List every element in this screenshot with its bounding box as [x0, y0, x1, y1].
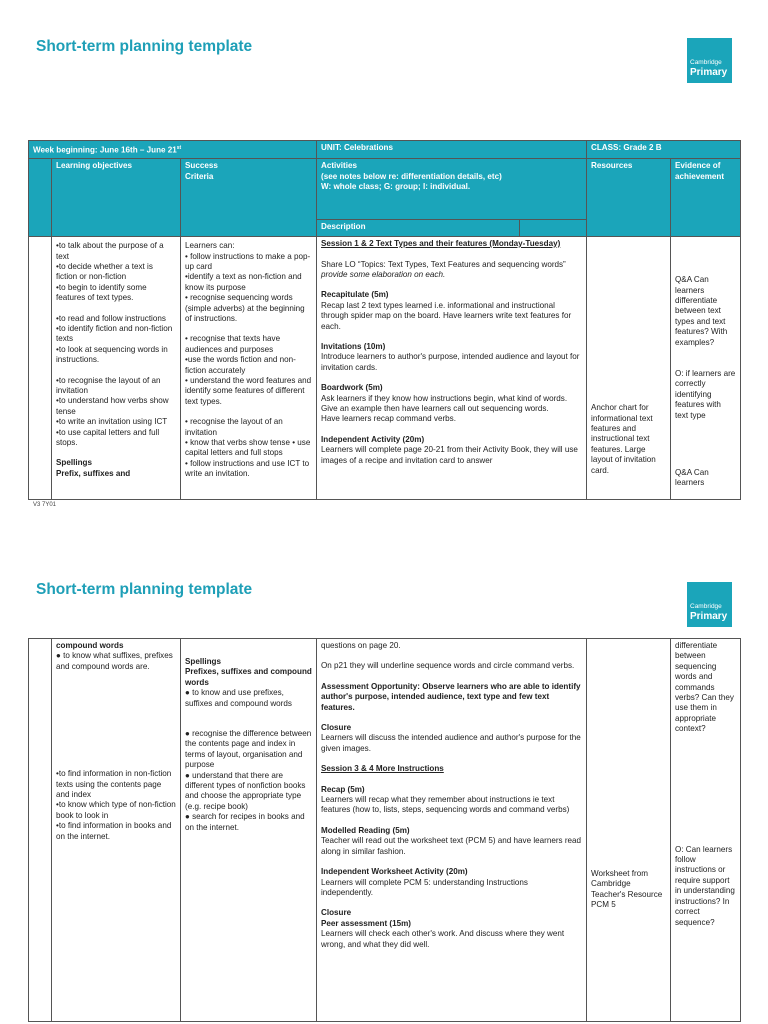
page-title: Short-term planning template: [36, 38, 253, 55]
evidence-cell: Q&A Can learners differentiate between text types and text features? With examples? O: if learners are correctly identifying features with text type Q&A Can learners: [671, 237, 741, 500]
objectives-header: Learning objectives: [52, 159, 181, 237]
page-title-2: Short-term planning template: [36, 581, 253, 598]
evidence-cell-2: differentiate between sequencing words and commands verbs? Can they use them in appropriate context? O: Can learners follow instructions or require support in understanding instructions? In correct sequence?: [671, 639, 741, 1022]
learning-objectives-cell: •to talk about the purpose of a text •to decide whether a text is fiction or non-fiction •to begin to identify some features of text types. •to read and follow instructions •to identify fiction and non-fiction texts •to look at sequencing words in instructions. •to recognise the layout of an invitation •to understand how verbs show tense •to write an invitation using ICT •to use capital letters and full stops. Spellings Prefix, suffixes and: [52, 237, 181, 500]
cambridge-primary-logo-2: [687, 582, 732, 627]
logo-line2: Primary: [690, 611, 728, 622]
blank-cell-2: [29, 639, 52, 1022]
activities-description-cell: Session 1 & 2 Text Types and their features (Monday-Tuesday) Share LO “Topics: Text Types, Text Features and sequencing words” provide some elaboration on each. Recapitulate (5m) Recap last 2 text types learned i.e. informational and instructional through spider map on the board. Have learners write text features for each. Invitations (10m) Introduce learners to author's purpose, intended audience and layout for invitation cards. Boardwork (5m) Ask learners if they know how instructions begin, what kind of words. Give an example then have learners call out sequencing words. Have learners recap command verbs. Independent Activity (20m) Learners will complete page 20-21 from their Activity Book, they will use images of a recipe and invitation card to answer: [317, 237, 587, 500]
activities-description-cell-2: questions on page 20. On p21 they will underline sequence words and circle command verbs. Assessment Opportunity: Observe learners who are able to identify author's purpose, intended audience, text type and few text features. Closure Learners will discuss the intended audience and author's purpose for the given images. Session 3 & 4 More Instructions Recap (5m) Learners will recap what they remember about instructions ie text features (how to, lists, steps, sequencing words and command verbs) Modelled Reading (5m) Teacher will read out the worksheet text (PCM 5) and have learners read along in similar fashion. Independent Worksheet Activity (20m) Learners will complete PCM 5: understanding Instructions independently. Closure Peer assessment (15m) Learners will check each other's work. And discuss where they went wrong, and what they did well.: [317, 639, 587, 1022]
blank-cell: [29, 237, 52, 500]
description-header-blank: [520, 220, 587, 237]
success-criteria-cell: Learners can: • follow instructions to make a pop-up card •identify a text as non-fiction and know its purpose • recognise sequencing words (simple adverbs) at the beginning of instructions. • recognise that texts have audiences and purposes •use the words fiction and non-fiction accurately • understand the word features and identify some features of different text types. • recognise the layout of an invitation • know that verbs show tense • use capital letters and full stops • follow instructions and use ICT to write an invitation.: [181, 237, 317, 500]
resources-header: Resources: [587, 159, 671, 237]
planning-table-page1: [28, 140, 741, 500]
logo-line1: Cambridge: [690, 59, 722, 66]
description-header: Description: [317, 220, 520, 237]
cambridge-primary-logo: [687, 38, 732, 83]
class-cell: CLASS: Grade 2 B: [587, 141, 741, 159]
version-label: V3 7Y01: [33, 502, 57, 508]
resources-cell: Anchor chart for informational text features and instructional text features. Large layout of invitation card.: [587, 237, 671, 500]
evidence-header: Evidence of achievement: [671, 159, 741, 237]
activities-header: Activities (see notes below re: differentiation details, etc) W: whole class; G: group; I: individual.: [317, 159, 587, 220]
planning-table-page2: [28, 638, 741, 1022]
unit-cell: UNIT: Celebrations: [317, 141, 587, 159]
logo-line1: Cambridge: [690, 603, 722, 610]
success-criteria-cell-2: Spellings Prefixes, suffixes and compound words ● to know and use prefixes, suffixes and compound words ● recognise the difference between the contents page and index in terms of layout, organisation and purpose ● understand that there are different types of nonfiction books and choose the appropriate type (e.g. recipe book) ● search for recipes in books and on the internet.: [181, 639, 317, 1022]
logo-line2: Primary: [690, 67, 728, 78]
success-header: Success Criteria: [181, 159, 317, 237]
week-cell: Week beginning: June 16th – June 21st: [29, 141, 317, 159]
learning-objectives-cell-2: compound words ● to know what suffixes, prefixes and compound words are. •to find information in non-fiction texts using the contents page and index •to know which type of non-fiction book to look in •to find information in books and on the internet.: [52, 639, 181, 1022]
resources-cell-2: Worksheet from Cambridge Teacher's Resource PCM 5: [587, 639, 671, 1022]
blank-header-cell: [29, 159, 52, 237]
